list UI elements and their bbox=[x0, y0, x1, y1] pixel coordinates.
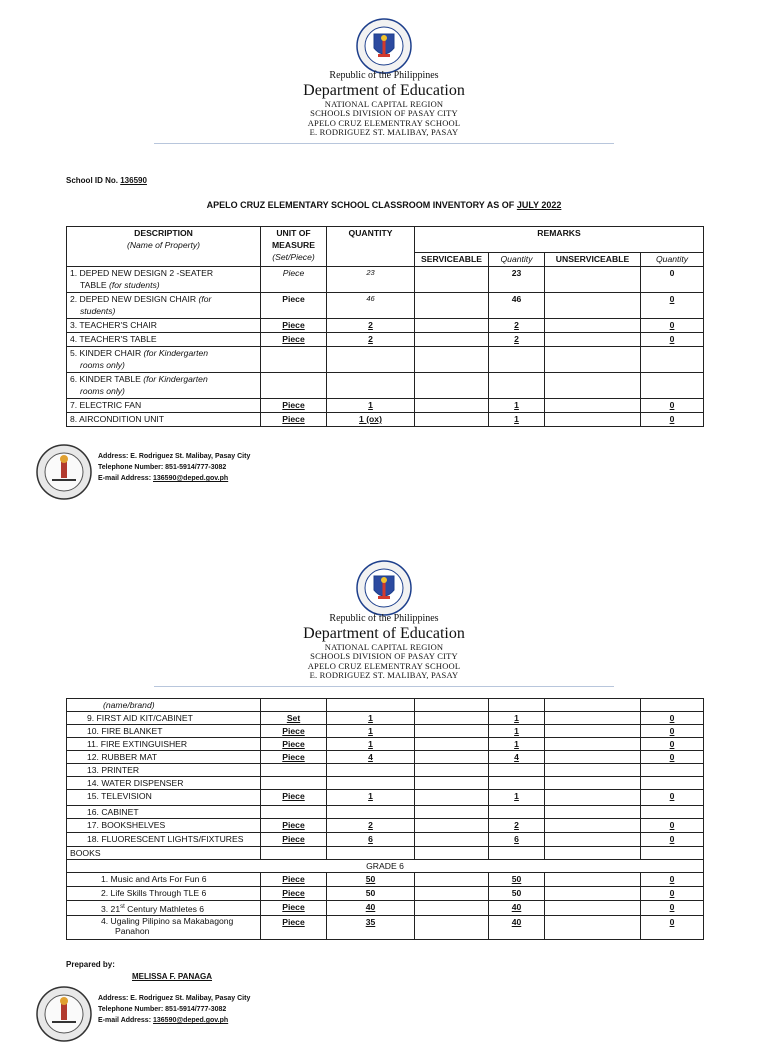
row-description: 11. FIRE EXTINGUISHER bbox=[67, 738, 261, 751]
page-footer bbox=[36, 444, 336, 504]
row-unserviceable-qty: 0 bbox=[641, 790, 704, 806]
row-quantity: 1 bbox=[327, 738, 415, 751]
row-desc-line1-italic: (for bbox=[198, 294, 212, 304]
row-quantity: 50 bbox=[327, 873, 415, 887]
row-serviceable-qty bbox=[489, 777, 545, 790]
row-quantity: 35 bbox=[327, 915, 415, 939]
row-description: 4. TEACHER'S TABLE bbox=[67, 333, 261, 347]
row-unit: Piece bbox=[261, 819, 327, 833]
footer-email bbox=[98, 473, 250, 484]
row-serviceable-qty: 46 bbox=[489, 293, 545, 319]
table-row bbox=[67, 293, 704, 319]
row-serviceable-qty: 6 bbox=[489, 833, 545, 847]
row-serviceable bbox=[415, 901, 489, 916]
header-description-label: DESCRIPTION bbox=[134, 228, 193, 238]
row-desc-line1-text: 2. DEPED NEW DESIGN CHAIR bbox=[70, 294, 197, 304]
book-row bbox=[67, 873, 704, 887]
row-unit bbox=[261, 847, 327, 860]
table-row bbox=[67, 333, 704, 347]
table-row bbox=[67, 373, 704, 399]
row-unserviceable-qty: 0 bbox=[641, 738, 704, 751]
row-unserviceable-qty: 0 bbox=[641, 751, 704, 764]
row-unit bbox=[261, 777, 327, 790]
region-text: NATIONAL CAPITAL REGION bbox=[324, 99, 444, 109]
row-description: 15. TELEVISION bbox=[67, 790, 261, 806]
row-serviceable bbox=[415, 413, 489, 427]
republic-text: Republic of the Philippines bbox=[329, 70, 439, 81]
republic-text: Republic of the Philippines bbox=[329, 613, 439, 624]
header-remarks: REMARKS bbox=[415, 227, 704, 253]
header-description-sub: (Name of Property) bbox=[126, 240, 201, 250]
row-desc-line2 bbox=[70, 279, 257, 291]
footer-telephone: Telephone Number: 851-5914/777-3082 bbox=[98, 464, 227, 471]
table-row bbox=[67, 399, 704, 413]
row-serviceable-qty: 2 bbox=[489, 333, 545, 347]
row-unserviceable-qty: 0 bbox=[641, 901, 704, 916]
prepared-by-label: Prepared by: bbox=[66, 960, 115, 969]
region-text: NATIONAL CAPITAL REGION bbox=[324, 642, 444, 652]
table-row bbox=[67, 833, 704, 847]
school-text: APELO CRUZ ELEMENTRAY SCHOOL bbox=[307, 117, 461, 128]
row-description: 7. ELECTRIC FAN bbox=[67, 399, 261, 413]
row-quantity: 1 bbox=[327, 399, 415, 413]
book-desc-pre: 3. 21 bbox=[101, 903, 121, 914]
row-serviceable bbox=[415, 399, 489, 413]
row-desc-line1 bbox=[70, 373, 257, 385]
row-desc-line1: 1. DEPED NEW DESIGN 2 -SEATER bbox=[70, 268, 214, 278]
row-serviceable bbox=[415, 833, 489, 847]
table-row bbox=[67, 819, 704, 833]
row-unserviceable bbox=[545, 725, 641, 738]
school-logo-icon bbox=[36, 444, 92, 500]
row-unserviceable bbox=[545, 751, 641, 764]
row-quantity: 1 bbox=[327, 725, 415, 738]
row-serviceable bbox=[415, 751, 489, 764]
row-serviceable-qty: 2 bbox=[489, 819, 545, 833]
table-row bbox=[67, 319, 704, 333]
row-serviceable-qty bbox=[489, 347, 545, 373]
row-quantity bbox=[327, 373, 415, 399]
row-serviceable-qty: 1 bbox=[489, 738, 545, 751]
footer-contact bbox=[98, 451, 250, 484]
row-unit bbox=[261, 699, 327, 712]
row-description bbox=[67, 347, 261, 373]
row-description: 16. CABINET bbox=[67, 806, 261, 819]
footer-email-label: E-mail Address: bbox=[98, 475, 152, 482]
letterhead-divider bbox=[154, 143, 614, 144]
row-unit: Piece bbox=[261, 725, 327, 738]
row-unserviceable-qty: 0 bbox=[641, 399, 704, 413]
table-row bbox=[67, 751, 704, 764]
row-unserviceable-qty: 0 bbox=[641, 413, 704, 427]
row-quantity bbox=[327, 847, 415, 860]
footer-address: Address: E. Rodriguez St. Malibay, Pasay City bbox=[98, 995, 251, 1002]
header-unserviceable: UNSERVICEABLE bbox=[545, 253, 641, 267]
row-description bbox=[67, 373, 261, 399]
school-address-text: E. RODRIGUEZ ST. MALIBAY, PASAY bbox=[309, 127, 459, 138]
row-unserviceable bbox=[545, 413, 641, 427]
letterhead bbox=[0, 613, 768, 681]
row-unserviceable bbox=[545, 738, 641, 751]
row-unserviceable-qty: 0 bbox=[641, 267, 704, 293]
header-unserviceable-qty: Quantity bbox=[641, 253, 704, 267]
title-prefix: APELO CRUZ ELEMENTARY SCHOOL CLASSROOM INVENTORY AS OF bbox=[206, 200, 515, 210]
title-date: JULY 2022 bbox=[516, 200, 562, 210]
row-description: (name/brand) bbox=[67, 699, 261, 712]
table-row bbox=[67, 764, 704, 777]
row-unserviceable bbox=[545, 699, 641, 712]
row-serviceable bbox=[415, 915, 489, 939]
row-desc-line1-text: 6. KINDER TABLE bbox=[70, 374, 141, 384]
row-unserviceable-qty: 0 bbox=[641, 873, 704, 887]
row-description: 9. FIRST AID KIT/CABINET bbox=[67, 712, 261, 725]
division-text: SCHOOLS DIVISION OF PASAY CITY bbox=[310, 108, 458, 119]
department-text: Department of Education bbox=[303, 82, 465, 99]
inventory-table-page2 bbox=[66, 698, 704, 940]
book-description: 1. Music and Arts For Fun 6 bbox=[67, 873, 261, 887]
row-serviceable-qty: 40 bbox=[489, 915, 545, 939]
footer-email-link[interactable]: 136590@deped.gov.ph bbox=[153, 475, 229, 482]
row-unserviceable bbox=[545, 873, 641, 887]
row-quantity: 1 bbox=[327, 712, 415, 725]
row-desc-line1 bbox=[70, 347, 257, 359]
division-text: SCHOOLS DIVISION OF PASAY CITY bbox=[310, 651, 458, 662]
row-description: 3. TEACHER'S CHAIR bbox=[67, 319, 261, 333]
row-unserviceable-qty: 0 bbox=[641, 887, 704, 901]
row-serviceable-qty: 1 bbox=[489, 790, 545, 806]
row-unit: Piece bbox=[261, 333, 327, 347]
header-unit-line1: UNIT OF bbox=[276, 228, 311, 238]
row-quantity: 50 bbox=[327, 887, 415, 901]
row-unserviceable-qty: 0 bbox=[641, 293, 704, 319]
school-id-value: 136590 bbox=[120, 176, 147, 185]
row-desc-line1-text: 5. KINDER CHAIR bbox=[70, 348, 142, 358]
row-unit bbox=[261, 373, 327, 399]
row-unserviceable bbox=[545, 915, 641, 939]
book-desc-line1: 4. Ugaling Pilipino sa Makabagong bbox=[101, 915, 234, 926]
row-unserviceable bbox=[545, 806, 641, 819]
row-unit: Piece bbox=[261, 399, 327, 413]
row-description: 12. RUBBER MAT bbox=[67, 751, 261, 764]
document-title bbox=[0, 200, 768, 210]
table-row bbox=[67, 738, 704, 751]
book-desc-sup: st bbox=[120, 904, 125, 910]
table-row bbox=[67, 725, 704, 738]
header-unit-sub: (Set/Piece) bbox=[272, 252, 315, 262]
row-unit bbox=[261, 764, 327, 777]
row-serviceable-qty: 1 bbox=[489, 712, 545, 725]
table-row bbox=[67, 712, 704, 725]
footer-telephone: Telephone Number: 851-5914/777-3082 bbox=[98, 1006, 227, 1013]
row-serviceable-qty: 23 bbox=[489, 267, 545, 293]
header-quantity: QUANTITY bbox=[327, 227, 415, 267]
book-description bbox=[67, 915, 261, 939]
deped-seal-icon bbox=[356, 560, 412, 616]
row-serviceable bbox=[415, 712, 489, 725]
row-unserviceable-qty: 0 bbox=[641, 819, 704, 833]
book-desc-post: Century Mathletes 6 bbox=[124, 903, 205, 914]
row-serviceable bbox=[415, 319, 489, 333]
row-serviceable bbox=[415, 738, 489, 751]
row-quantity: 23 bbox=[327, 267, 415, 293]
row-serviceable bbox=[415, 267, 489, 293]
row-unserviceable bbox=[545, 712, 641, 725]
row-unserviceable-qty bbox=[641, 847, 704, 860]
book-description: 2. Life Skills Through TLE 6 bbox=[67, 887, 261, 901]
table-row bbox=[67, 267, 704, 293]
row-serviceable-qty bbox=[489, 699, 545, 712]
row-unserviceable bbox=[545, 267, 641, 293]
row-quantity: 2 bbox=[327, 819, 415, 833]
row-desc-line2: rooms only) bbox=[80, 360, 125, 370]
row-desc-line2: students) bbox=[80, 306, 116, 316]
row-unserviceable bbox=[545, 764, 641, 777]
row-unit bbox=[261, 347, 327, 373]
row-unit: Piece bbox=[261, 293, 327, 319]
row-serviceable-qty bbox=[489, 806, 545, 819]
row-description: 8. AIRCONDITION UNIT bbox=[67, 413, 261, 427]
row-unserviceable-qty: 0 bbox=[641, 712, 704, 725]
footer-contact bbox=[98, 993, 250, 1026]
row-unit: Piece bbox=[261, 319, 327, 333]
deped-seal-icon bbox=[356, 18, 412, 74]
footer-address: Address: E. Rodriguez St. Malibay, Pasay City bbox=[98, 453, 251, 460]
row-unserviceable-qty: 0 bbox=[641, 833, 704, 847]
footer-email bbox=[98, 1015, 250, 1026]
row-unit: Piece bbox=[261, 833, 327, 847]
table-row bbox=[67, 806, 704, 819]
row-serviceable bbox=[415, 347, 489, 373]
row-serviceable bbox=[415, 887, 489, 901]
header-serviceable-qty: Quantity bbox=[489, 253, 545, 267]
row-serviceable bbox=[415, 699, 489, 712]
row-unserviceable-qty: 0 bbox=[641, 333, 704, 347]
row-quantity: 40 bbox=[327, 901, 415, 916]
row-serviceable-qty: 40 bbox=[489, 901, 545, 916]
table-row bbox=[67, 790, 704, 806]
row-unserviceable bbox=[545, 847, 641, 860]
row-desc-line1-italic: (for Kindergarten bbox=[143, 348, 209, 358]
row-description: 13. PRINTER bbox=[67, 764, 261, 777]
row-serviceable bbox=[415, 764, 489, 777]
book-row bbox=[67, 901, 704, 916]
row-description bbox=[67, 293, 261, 319]
row-serviceable bbox=[415, 847, 489, 860]
row-unit: Piece bbox=[261, 873, 327, 887]
row-serviceable-qty: 50 bbox=[489, 873, 545, 887]
letterhead bbox=[0, 70, 768, 138]
row-serviceable bbox=[415, 806, 489, 819]
page-footer bbox=[36, 986, 336, 1046]
row-unserviceable bbox=[545, 347, 641, 373]
book-desc-line2: Panahon bbox=[115, 925, 150, 936]
prepared-by-name: MELISSA F. PANAGA bbox=[132, 972, 213, 981]
school-text: APELO CRUZ ELEMENTRAY SCHOOL bbox=[307, 660, 461, 671]
row-description bbox=[67, 267, 261, 293]
row-quantity: 2 bbox=[327, 333, 415, 347]
row-unserviceable bbox=[545, 399, 641, 413]
footer-email-link[interactable]: 136590@deped.gov.ph bbox=[153, 1017, 229, 1024]
row-quantity: 4 bbox=[327, 751, 415, 764]
row-unserviceable-qty bbox=[641, 699, 704, 712]
row-desc-line2: rooms only) bbox=[80, 386, 125, 396]
inventory-table-page1 bbox=[66, 226, 704, 427]
school-id bbox=[66, 176, 147, 185]
row-serviceable-qty bbox=[489, 373, 545, 399]
row-quantity bbox=[327, 777, 415, 790]
row-serviceable-qty: 2 bbox=[489, 319, 545, 333]
row-unserviceable bbox=[545, 887, 641, 901]
header-unit bbox=[261, 227, 327, 267]
row-description: 14. WATER DISPENSER bbox=[67, 777, 261, 790]
table-row bbox=[67, 699, 704, 712]
row-quantity: 2 bbox=[327, 319, 415, 333]
row-quantity bbox=[327, 699, 415, 712]
row-unserviceable-qty bbox=[641, 347, 704, 373]
row-unit: Piece bbox=[261, 915, 327, 939]
book-description bbox=[67, 901, 261, 916]
row-serviceable bbox=[415, 373, 489, 399]
row-desc-line1 bbox=[70, 293, 257, 305]
row-serviceable-qty bbox=[489, 847, 545, 860]
header-serviceable: SERVICEABLE bbox=[415, 253, 489, 267]
row-unit: Piece bbox=[261, 267, 327, 293]
book-row bbox=[67, 915, 704, 939]
row-quantity: 46 bbox=[327, 293, 415, 319]
row-unserviceable bbox=[545, 901, 641, 916]
row-serviceable-qty: 1 bbox=[489, 399, 545, 413]
row-unit: Piece bbox=[261, 751, 327, 764]
row-unserviceable bbox=[545, 819, 641, 833]
row-description: 10. FIRE BLANKET bbox=[67, 725, 261, 738]
row-unit bbox=[261, 806, 327, 819]
row-unserviceable-qty bbox=[641, 373, 704, 399]
school-id-label: School ID No. bbox=[66, 176, 118, 185]
table-row bbox=[67, 347, 704, 373]
row-serviceable-qty bbox=[489, 764, 545, 777]
row-description: 18. FLUORESCENT LIGHTS/FIXTURES bbox=[67, 833, 261, 847]
row-unit: Piece bbox=[261, 790, 327, 806]
row-desc-line2-italic: (for students) bbox=[108, 280, 160, 290]
row-serviceable bbox=[415, 293, 489, 319]
row-unserviceable-qty: 0 bbox=[641, 319, 704, 333]
row-desc-line2-text: TABLE bbox=[80, 280, 107, 290]
school-address-text: E. RODRIGUEZ ST. MALIBAY, PASAY bbox=[309, 670, 459, 681]
row-unit: Piece bbox=[261, 738, 327, 751]
row-unserviceable bbox=[545, 373, 641, 399]
footer-email-label: E-mail Address: bbox=[98, 1017, 152, 1024]
row-serviceable bbox=[415, 777, 489, 790]
row-quantity bbox=[327, 764, 415, 777]
grade-label: GRADE 6 bbox=[67, 860, 704, 873]
row-serviceable bbox=[415, 790, 489, 806]
row-unserviceable bbox=[545, 833, 641, 847]
row-unserviceable-qty bbox=[641, 764, 704, 777]
row-serviceable bbox=[415, 725, 489, 738]
row-serviceable-qty: 1 bbox=[489, 725, 545, 738]
row-unserviceable bbox=[545, 777, 641, 790]
table-header-row bbox=[67, 227, 704, 253]
row-quantity bbox=[327, 806, 415, 819]
row-unit: Piece bbox=[261, 413, 327, 427]
row-quantity bbox=[327, 347, 415, 373]
school-logo-icon bbox=[36, 986, 92, 1042]
table-row bbox=[67, 413, 704, 427]
row-quantity: 6 bbox=[327, 833, 415, 847]
header-unit-line2: MEASURE bbox=[272, 240, 315, 250]
row-unserviceable-qty: 0 bbox=[641, 915, 704, 939]
row-quantity: 1 bbox=[327, 790, 415, 806]
row-unserviceable-qty bbox=[641, 777, 704, 790]
row-quantity: 1 (ox) bbox=[327, 413, 415, 427]
row-serviceable-qty: 50 bbox=[489, 887, 545, 901]
row-serviceable-qty: 1 bbox=[489, 413, 545, 427]
row-desc-line1-italic: (for Kindergarten bbox=[143, 374, 208, 384]
department-text: Department of Education bbox=[303, 625, 465, 642]
books-section-row bbox=[67, 847, 704, 860]
row-serviceable-qty: 4 bbox=[489, 751, 545, 764]
row-unit: Piece bbox=[261, 901, 327, 916]
row-serviceable bbox=[415, 333, 489, 347]
row-unserviceable-qty: 0 bbox=[641, 725, 704, 738]
header-description bbox=[67, 227, 261, 267]
row-serviceable bbox=[415, 873, 489, 887]
row-unserviceable-qty bbox=[641, 806, 704, 819]
row-unit: Set bbox=[261, 712, 327, 725]
grade-row bbox=[67, 860, 704, 873]
row-description: 17. BOOKSHELVES bbox=[67, 819, 261, 833]
row-unit: Piece bbox=[261, 887, 327, 901]
row-unserviceable bbox=[545, 790, 641, 806]
letterhead-divider bbox=[154, 686, 614, 687]
document-page-2 bbox=[0, 545, 768, 1024]
row-unserviceable bbox=[545, 319, 641, 333]
books-label: BOOKS bbox=[67, 847, 261, 860]
row-unserviceable bbox=[545, 333, 641, 347]
row-unserviceable bbox=[545, 293, 641, 319]
table-row bbox=[67, 777, 704, 790]
row-serviceable bbox=[415, 819, 489, 833]
book-row bbox=[67, 887, 704, 901]
